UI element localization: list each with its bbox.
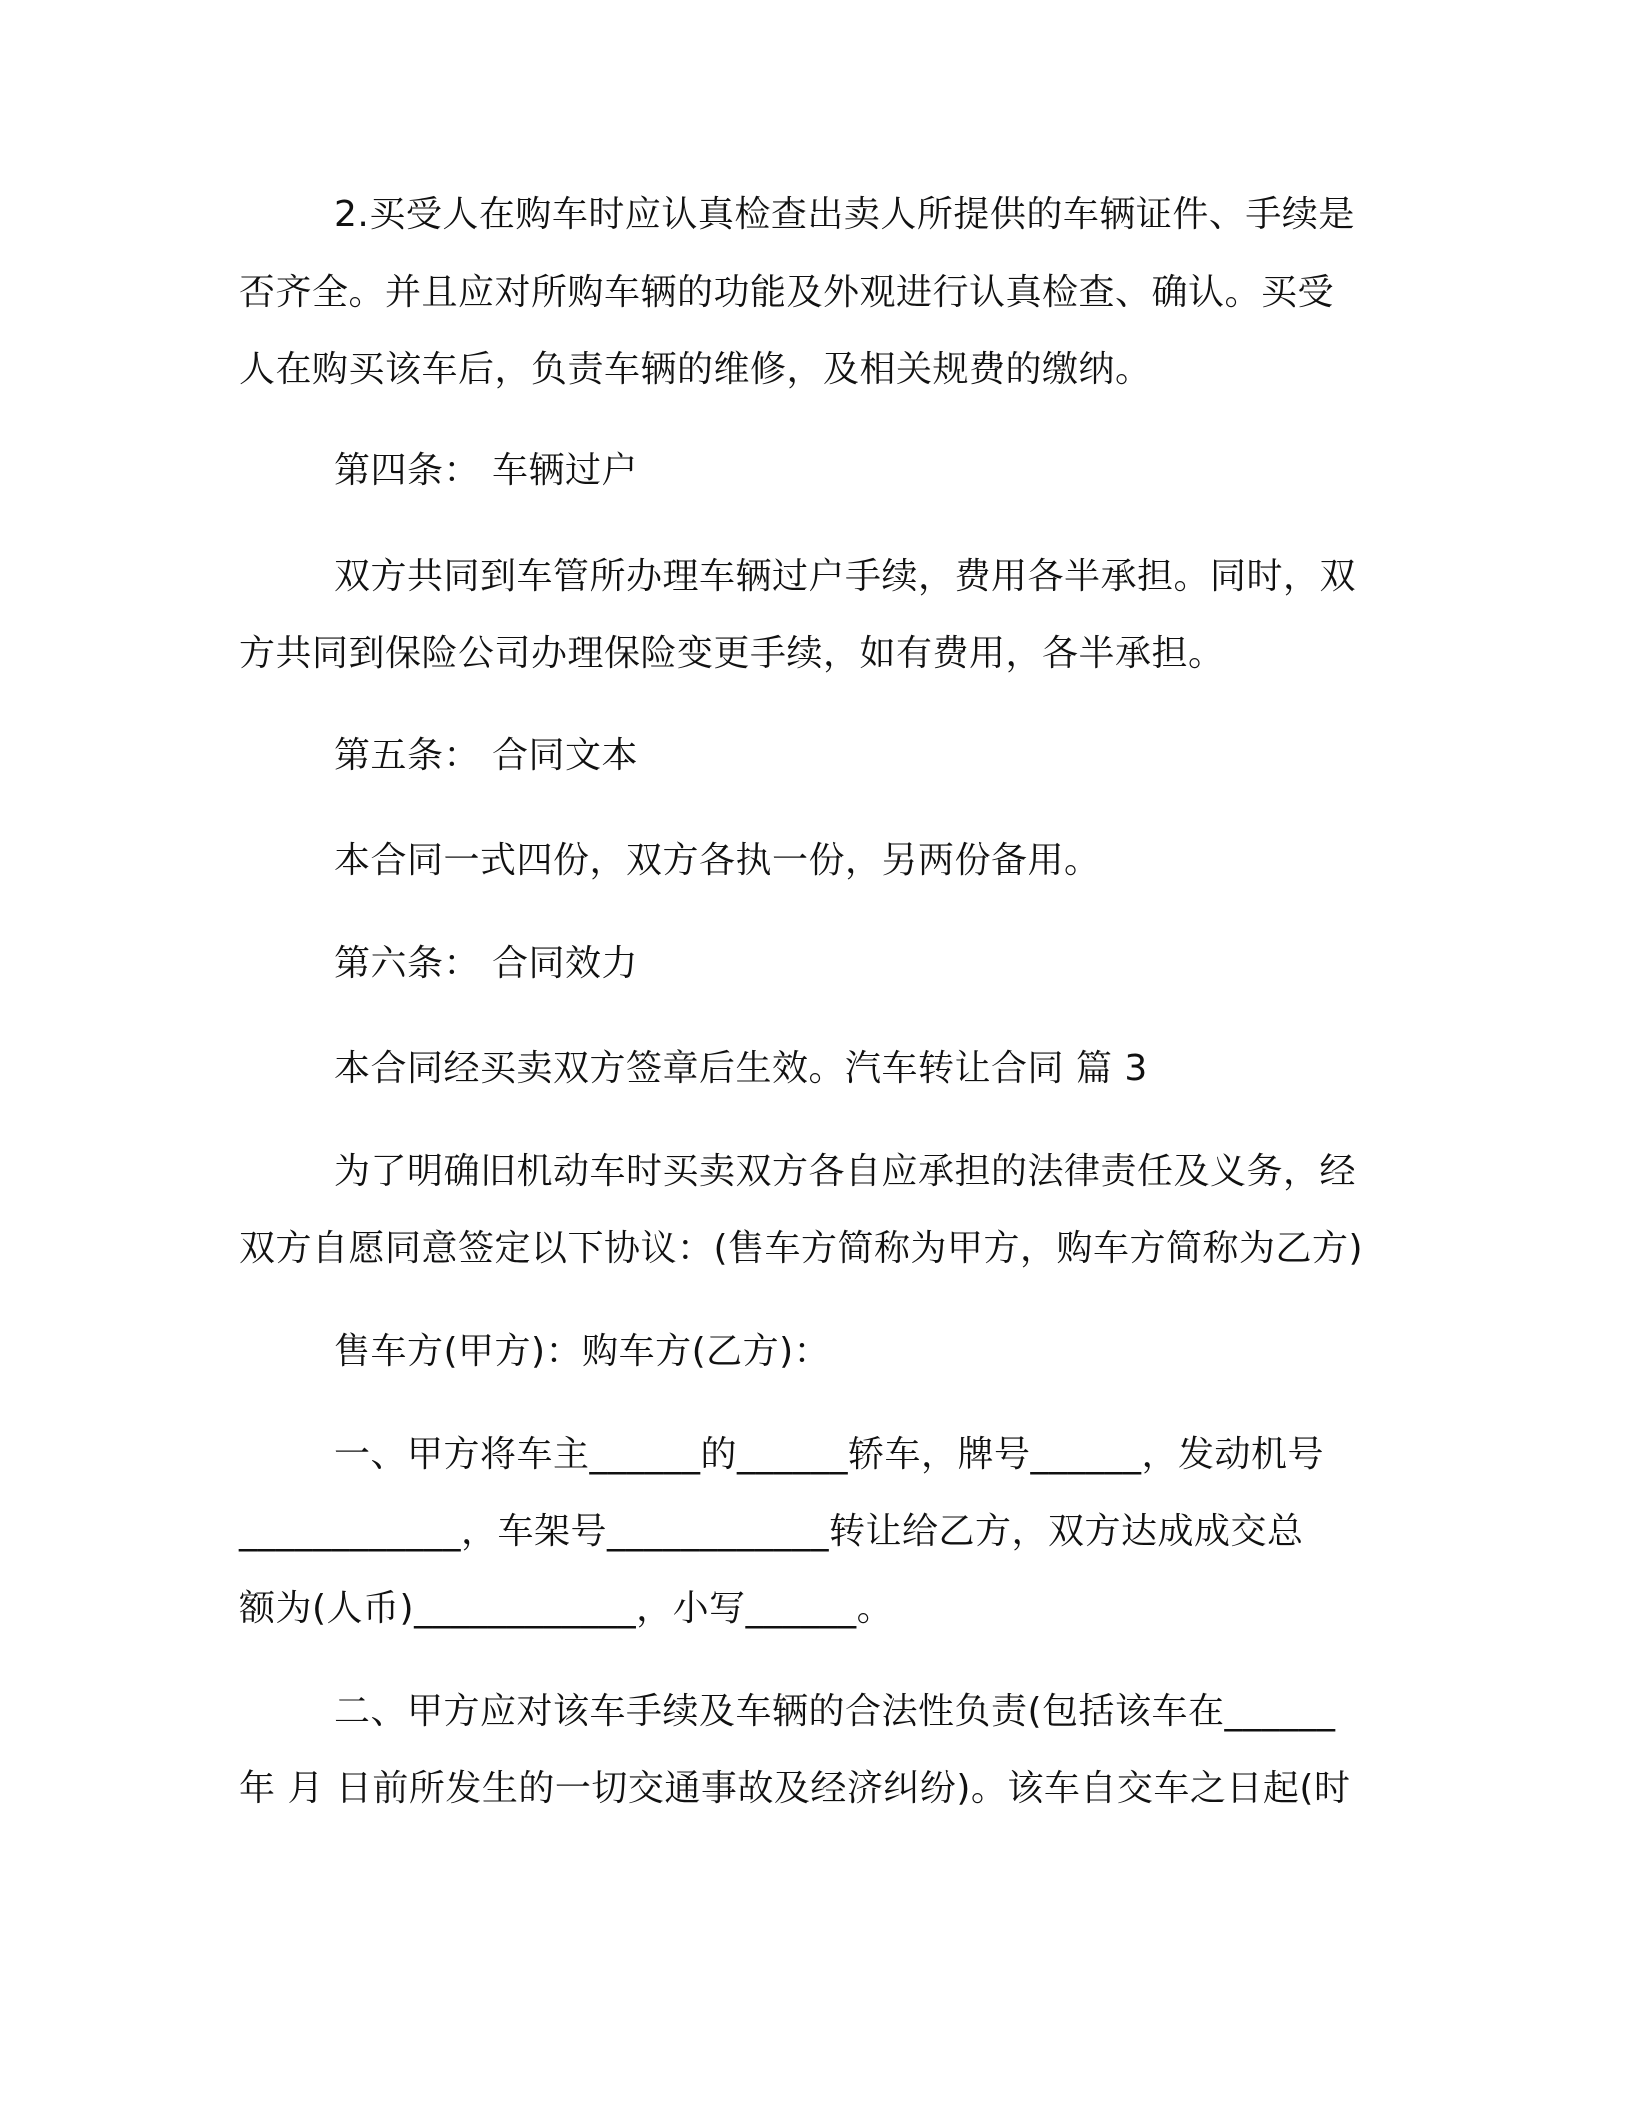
paragraph-line: 双方共同到车管所办理车辆过户手续，费用各半承担。同时，双 — [334, 556, 1357, 597]
paragraph-line: 本合同经买卖双方签章后生效。汽车转让合同 篇 3 — [334, 1048, 1148, 1089]
paragraph-line: 否齐全。并且应对所购车辆的功能及外观进行认真检查、确认。买受 — [239, 272, 1335, 313]
paragraph-line: 为了明确旧机动车时买卖双方各自应承担的法律责任及义务，经 — [334, 1151, 1357, 1192]
paragraph-line: 一、甲方将车主______的______轿车，牌号______，发动机号 — [334, 1434, 1325, 1475]
paragraph-line: 年 月 日前所发生的一切交通事故及经济纠纷)。该车自交车之日起(时 — [239, 1768, 1351, 1809]
section-heading: 第五条： 合同文本 — [334, 735, 638, 776]
paragraph-line: 人在购买该车后，负责车辆的维修，及相关规费的缴纳。 — [239, 349, 1152, 390]
paragraph-line: 双方自愿同意签定以下协议：(售车方简称为甲方，购车方简称为乙方) — [239, 1228, 1364, 1269]
paragraph-line: 2.买受人在购车时应认真检查出卖人所提供的车辆证件、手续是 — [334, 194, 1355, 235]
paragraph-line: 额为(人币)____________，小写______。 — [239, 1588, 894, 1629]
paragraph-line: 本合同一式四份，双方各执一份，另两份备用。 — [334, 840, 1101, 881]
section-heading: 第四条： 车辆过户 — [334, 450, 638, 491]
paragraph-line: ____________，车架号____________转让给乙方，双方达成成交总 — [239, 1511, 1304, 1552]
paragraph-line: 方共同到保险公司办理保险变更手续，如有费用，各半承担。 — [239, 633, 1225, 674]
section-heading: 第六条： 合同效力 — [334, 943, 638, 984]
paragraph-line: 二、甲方应对该车手续及车辆的合法性负责(包括该车在______ — [334, 1691, 1336, 1732]
paragraph-line: 售车方(甲方)：购车方(乙方)： — [334, 1331, 831, 1372]
